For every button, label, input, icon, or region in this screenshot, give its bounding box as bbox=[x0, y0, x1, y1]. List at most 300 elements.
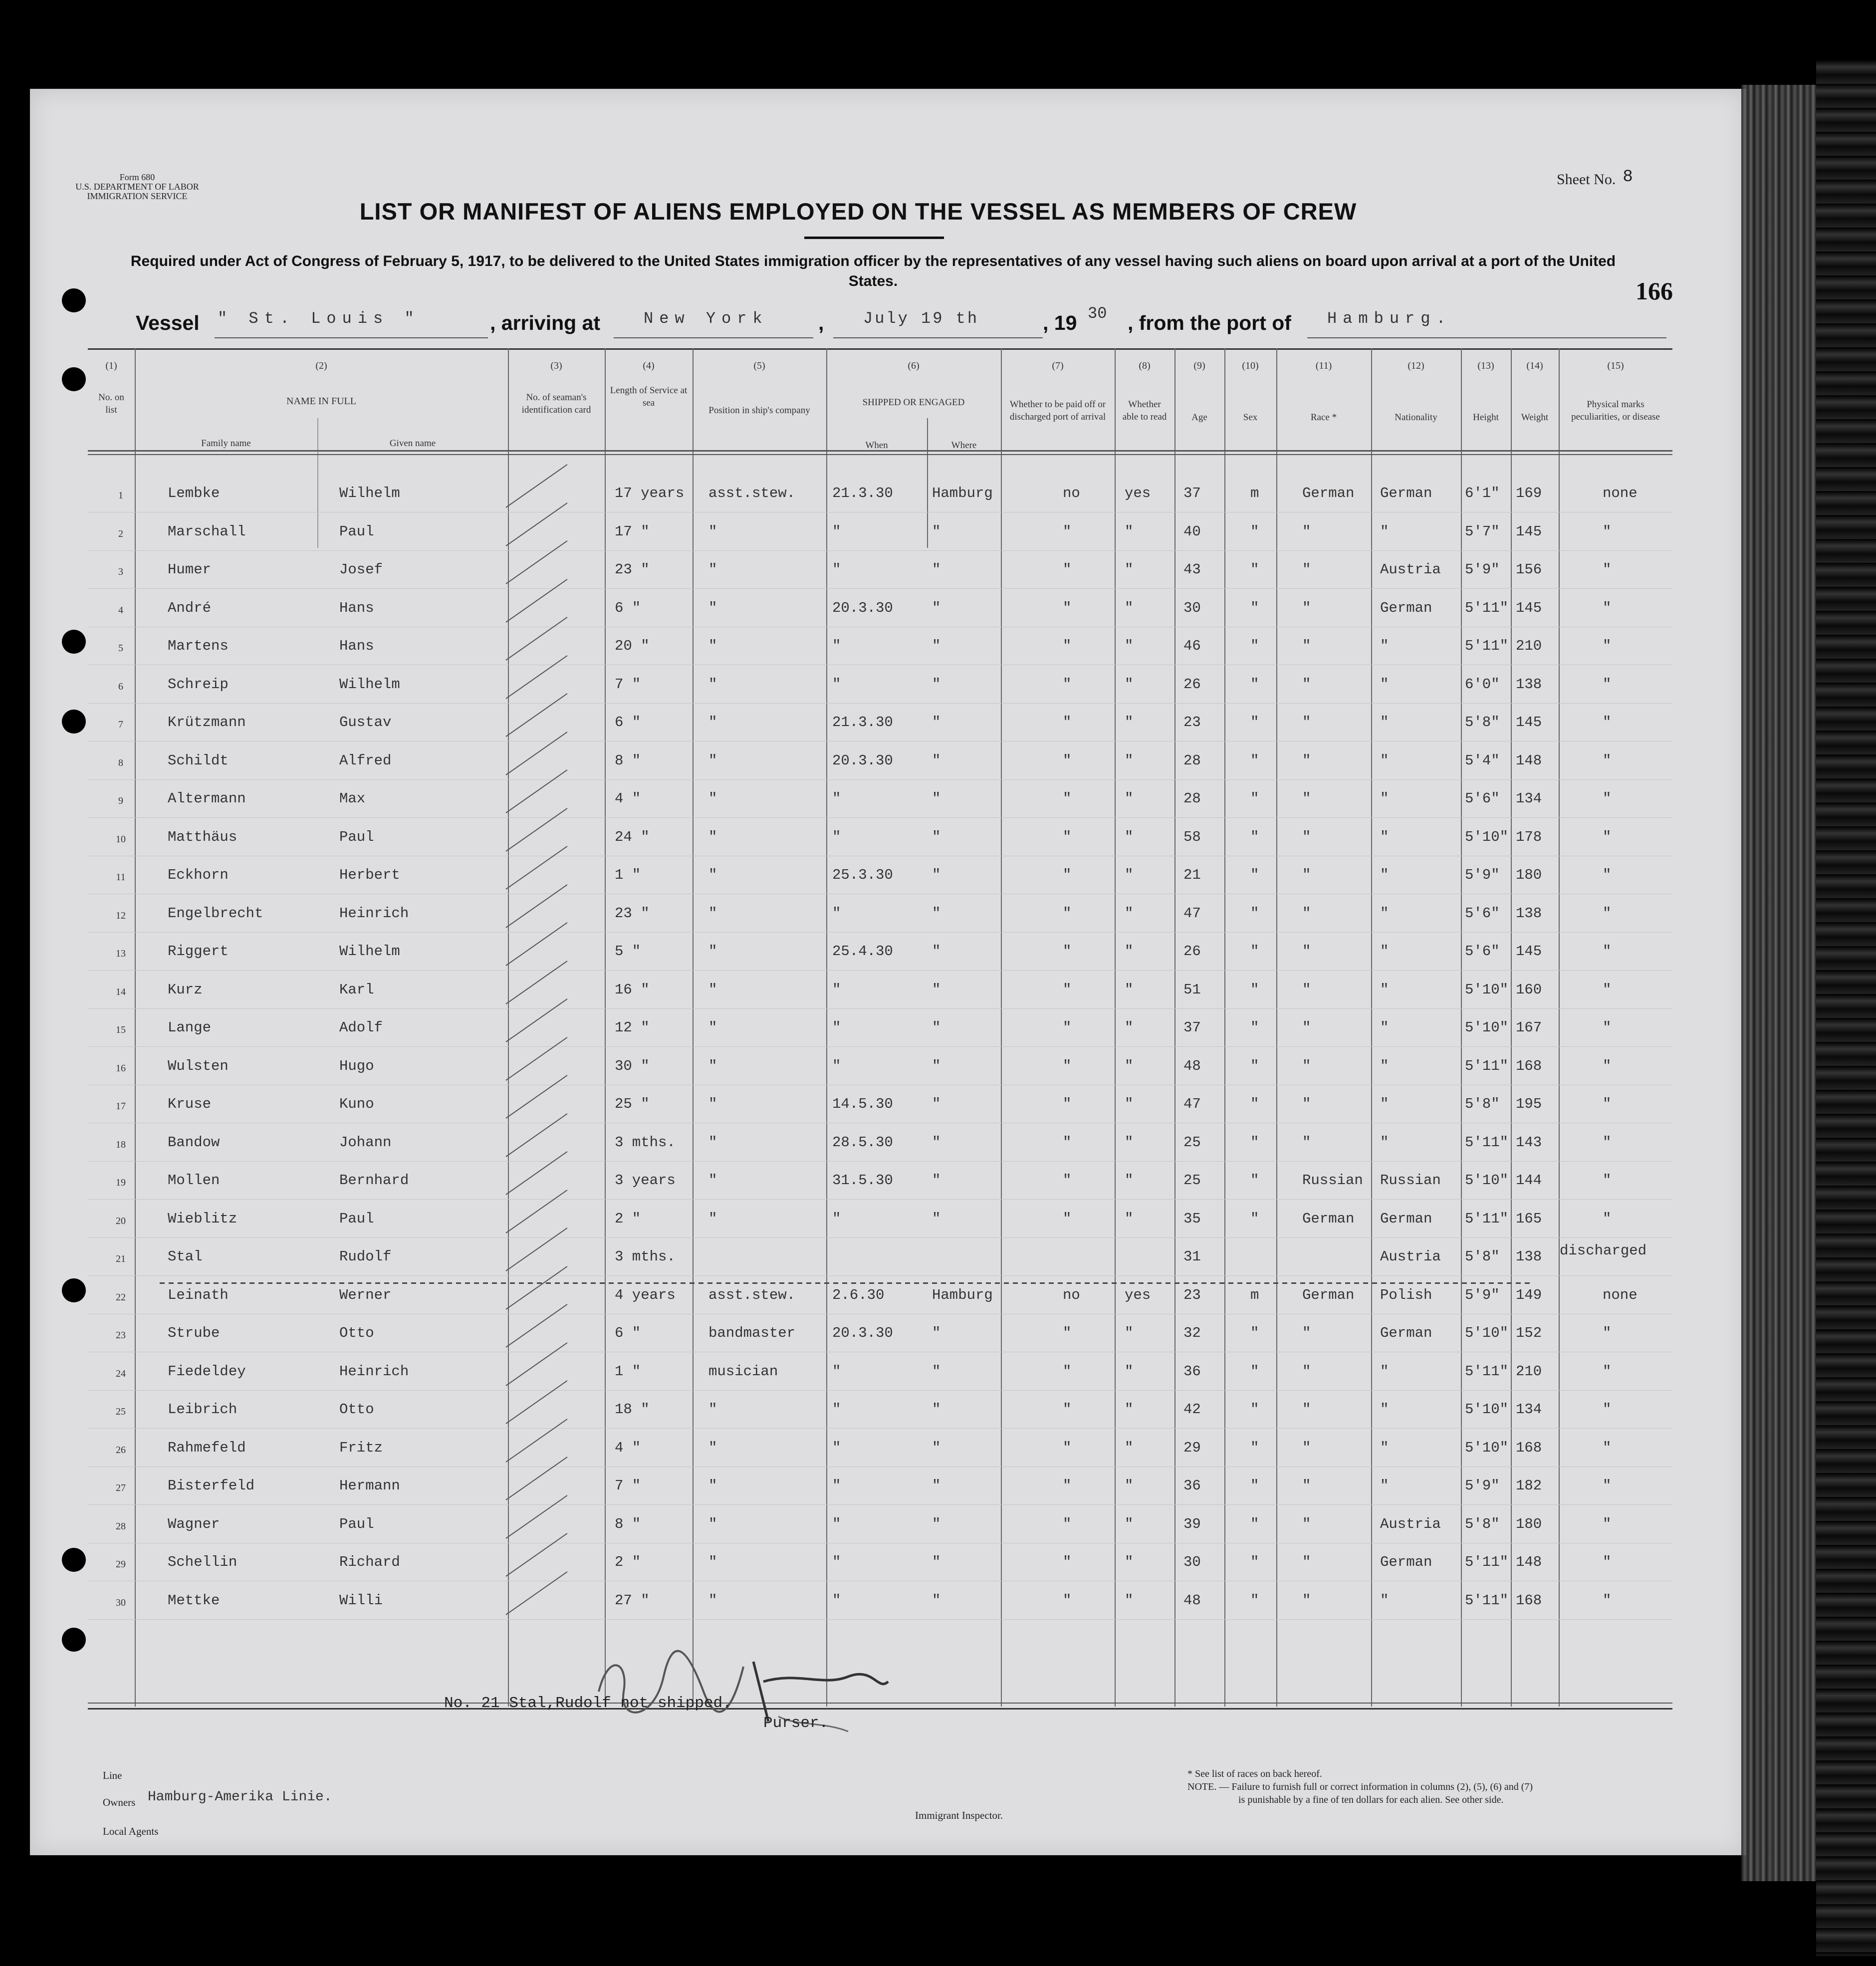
given-name: Alfred bbox=[339, 752, 392, 769]
paid-off: " bbox=[1063, 752, 1072, 769]
form-id bbox=[55, 173, 220, 201]
col-head-physical: Physical marks peculiarities, or disease bbox=[1571, 399, 1660, 422]
height: 5'10" bbox=[1465, 1401, 1509, 1418]
shipped-when: " bbox=[832, 1019, 841, 1036]
age: 29 bbox=[1183, 1439, 1201, 1456]
given-name: Otto bbox=[339, 1401, 374, 1418]
position: " bbox=[708, 638, 717, 654]
age: 42 bbox=[1183, 1401, 1201, 1418]
height: 5'11" bbox=[1465, 1554, 1509, 1570]
sex: " bbox=[1250, 1057, 1259, 1074]
race: Russian bbox=[1302, 1172, 1363, 1189]
page-number: 166 bbox=[1636, 277, 1673, 305]
shipped-where: " bbox=[932, 714, 941, 731]
able-to-read: " bbox=[1125, 638, 1134, 654]
race: " bbox=[1302, 790, 1311, 807]
given-name: Rudolf bbox=[339, 1248, 392, 1265]
able-to-read: " bbox=[1125, 790, 1134, 807]
given-name: Fritz bbox=[339, 1439, 383, 1456]
race: German bbox=[1302, 1210, 1355, 1227]
height: 5'10" bbox=[1465, 828, 1509, 845]
height: 5'8" bbox=[1465, 714, 1500, 731]
col-head-nationality: Nationality bbox=[1395, 412, 1437, 423]
punch-hole bbox=[62, 710, 86, 734]
row-rule bbox=[88, 588, 1672, 589]
able-to-read: " bbox=[1125, 1515, 1134, 1532]
physical-marks: " bbox=[1603, 1515, 1612, 1532]
scan-border bbox=[1816, 60, 1876, 1956]
col-head-read: Whether able to read bbox=[1122, 399, 1167, 422]
race: " bbox=[1302, 676, 1311, 693]
service-length: 4 " bbox=[615, 790, 641, 807]
col-divider bbox=[605, 348, 606, 1707]
service-length: 6 " bbox=[615, 599, 641, 616]
race: " bbox=[1302, 1439, 1311, 1456]
shipped-when: 28.5.30 bbox=[832, 1134, 893, 1151]
punch-hole bbox=[62, 288, 86, 312]
able-to-read: " bbox=[1125, 1439, 1134, 1456]
page-title: LIST OR MANIFEST OF ALIENS EMPLOYED ON THE VESSEL AS MEMBERS OF CREW bbox=[359, 198, 1357, 225]
able-to-read: " bbox=[1125, 1134, 1134, 1151]
height: 5'9" bbox=[1465, 1286, 1500, 1303]
punch-hole bbox=[62, 1628, 86, 1652]
age: 35 bbox=[1183, 1210, 1201, 1227]
height: 5'8" bbox=[1465, 1096, 1500, 1112]
shipped-when: " bbox=[832, 905, 841, 922]
age: 58 bbox=[1183, 828, 1201, 845]
shipped-when: " bbox=[832, 1363, 841, 1380]
row-number: 13 bbox=[116, 948, 126, 959]
able-to-read: " bbox=[1125, 981, 1134, 998]
sex: " bbox=[1250, 905, 1259, 922]
position: asst.stew. bbox=[708, 1286, 796, 1303]
family-name: Matthäus bbox=[168, 828, 237, 845]
age: 40 bbox=[1183, 523, 1201, 540]
shipped-when: 21.3.30 bbox=[832, 714, 893, 731]
family-name: Krützmann bbox=[168, 714, 246, 731]
shipped-when: 20.3.30 bbox=[832, 599, 893, 616]
shipped-where: " bbox=[932, 1325, 941, 1341]
family-name: Wulsten bbox=[168, 1057, 229, 1074]
given-name: Willi bbox=[339, 1592, 383, 1609]
row-rule bbox=[88, 779, 1672, 780]
age: 36 bbox=[1183, 1477, 1201, 1494]
shipped-when: 2.6.30 bbox=[832, 1286, 885, 1303]
paid-off: " bbox=[1063, 1477, 1072, 1494]
sheet-number bbox=[1557, 168, 1633, 188]
position: " bbox=[708, 1210, 717, 1227]
paid-off: " bbox=[1063, 1592, 1072, 1609]
physical-marks: " bbox=[1603, 1134, 1612, 1151]
strike-line bbox=[160, 1282, 1532, 1284]
nationality: " bbox=[1380, 1401, 1389, 1418]
position: " bbox=[708, 790, 717, 807]
from-port: Hamburg. bbox=[1327, 309, 1452, 328]
weight: 152 bbox=[1516, 1325, 1542, 1341]
sex: " bbox=[1250, 981, 1259, 998]
shipped-where: " bbox=[932, 905, 941, 922]
family-name: Altermann bbox=[168, 790, 246, 807]
row-number: 23 bbox=[116, 1330, 126, 1341]
sex: " bbox=[1250, 1592, 1259, 1609]
service-length: 27 " bbox=[615, 1592, 650, 1609]
sex: m bbox=[1250, 1286, 1259, 1303]
row-number: 18 bbox=[116, 1139, 126, 1150]
arrival-date: July 19 th bbox=[863, 309, 979, 328]
row-rule bbox=[88, 1275, 1672, 1276]
service-length: 5 " bbox=[615, 943, 641, 960]
physical-marks: " bbox=[1603, 1401, 1612, 1418]
footnote-not-shipped: No. 21 Stal,Rudolf not shipped. bbox=[444, 1695, 732, 1712]
footnote-fine: is punishable by a fine of ten dollars for each alien. See other side. bbox=[1238, 1794, 1504, 1805]
position: " bbox=[708, 599, 717, 616]
weight: 145 bbox=[1516, 943, 1542, 960]
family-name: Schreip bbox=[168, 676, 229, 693]
row-number: 26 bbox=[116, 1444, 126, 1456]
physical-marks: " bbox=[1603, 1439, 1612, 1456]
shipped-where: " bbox=[932, 1096, 941, 1112]
weight: 138 bbox=[1516, 1248, 1542, 1265]
paid-off: " bbox=[1063, 599, 1072, 616]
shipped-when: " bbox=[832, 1554, 841, 1570]
nationality: " bbox=[1380, 523, 1389, 540]
sex: " bbox=[1250, 1439, 1259, 1456]
paid-off: " bbox=[1063, 1515, 1072, 1532]
col-divider bbox=[1511, 348, 1512, 1707]
race: " bbox=[1302, 1019, 1311, 1036]
row-number: 4 bbox=[118, 604, 123, 616]
service-length: 3 mths. bbox=[615, 1134, 676, 1151]
arriving-underline bbox=[614, 337, 813, 338]
race: " bbox=[1302, 943, 1311, 960]
age: 28 bbox=[1183, 790, 1201, 807]
from-label: , from the port of bbox=[1128, 311, 1291, 334]
race: " bbox=[1302, 1134, 1311, 1151]
owners-label: Owners bbox=[103, 1796, 136, 1808]
weight: 156 bbox=[1516, 561, 1542, 578]
shipped-where: " bbox=[932, 1515, 941, 1532]
shipped-when: 21.3.30 bbox=[832, 485, 893, 501]
col-divider bbox=[1001, 348, 1002, 1707]
age: 47 bbox=[1183, 905, 1201, 922]
row-number: 30 bbox=[116, 1597, 126, 1608]
paid-off: " bbox=[1063, 638, 1072, 654]
position: " bbox=[708, 714, 717, 731]
col-number: (9) bbox=[1193, 360, 1205, 371]
age: 37 bbox=[1183, 1019, 1201, 1036]
weight: 180 bbox=[1516, 867, 1542, 883]
height: 5'4" bbox=[1465, 752, 1500, 769]
height: 5'10" bbox=[1465, 1172, 1509, 1189]
given-name: Werner bbox=[339, 1286, 392, 1303]
col-number: (13) bbox=[1477, 360, 1494, 371]
weight: 148 bbox=[1516, 752, 1542, 769]
col-head-card: No. of seaman's identification card bbox=[521, 392, 591, 415]
row-number: 25 bbox=[116, 1406, 126, 1417]
shipped-where: " bbox=[932, 1363, 941, 1380]
shipped-where: " bbox=[932, 561, 941, 578]
position: " bbox=[708, 1477, 717, 1494]
weight: 178 bbox=[1516, 828, 1542, 845]
paid-off: " bbox=[1063, 867, 1072, 883]
able-to-read: " bbox=[1125, 561, 1134, 578]
col-divider bbox=[1371, 348, 1372, 1707]
shipped-when: 14.5.30 bbox=[832, 1096, 893, 1112]
family-name: Kurz bbox=[168, 981, 203, 998]
service-length: 23 " bbox=[615, 561, 650, 578]
col-divider bbox=[1276, 348, 1277, 1707]
height: 5'10" bbox=[1465, 981, 1509, 998]
owners-value: Hamburg-Amerika Linie. bbox=[148, 1789, 332, 1805]
paid-off: " bbox=[1063, 1363, 1072, 1380]
physical-marks: " bbox=[1603, 561, 1612, 578]
sex: " bbox=[1250, 1019, 1259, 1036]
age: 51 bbox=[1183, 981, 1201, 998]
col-number: (7) bbox=[1052, 360, 1064, 371]
row-number: 2 bbox=[118, 528, 123, 539]
able-to-read: yes bbox=[1125, 1286, 1151, 1303]
shipped-when: " bbox=[832, 981, 841, 998]
punch-hole bbox=[62, 1548, 86, 1572]
row-number: 5 bbox=[118, 643, 123, 654]
able-to-read: " bbox=[1125, 1096, 1134, 1112]
shipped-when: " bbox=[832, 790, 841, 807]
position: " bbox=[708, 1401, 717, 1418]
col-number: (4) bbox=[643, 360, 655, 371]
age: 30 bbox=[1183, 1554, 1201, 1570]
race: " bbox=[1302, 1363, 1311, 1380]
service-length: 17 " bbox=[615, 523, 650, 540]
shipped-when: 25.4.30 bbox=[832, 943, 893, 960]
paid-off: " bbox=[1063, 1134, 1072, 1151]
age: 48 bbox=[1183, 1057, 1201, 1074]
col-head-name: NAME IN FULL bbox=[286, 396, 356, 407]
date-underline bbox=[833, 337, 1043, 338]
shipped-when: 20.3.30 bbox=[832, 1325, 893, 1341]
physical-marks: " bbox=[1603, 943, 1612, 960]
family-name: Bandow bbox=[168, 1134, 220, 1151]
col-number: (15) bbox=[1607, 360, 1624, 371]
age: 23 bbox=[1183, 1286, 1201, 1303]
height: 6'0" bbox=[1465, 676, 1500, 693]
given-name: Wilhelm bbox=[339, 676, 400, 693]
service-length: 12 " bbox=[615, 1019, 650, 1036]
physical-marks: none bbox=[1603, 1286, 1638, 1303]
physical-marks: " bbox=[1603, 1477, 1612, 1494]
able-to-read: " bbox=[1125, 676, 1134, 693]
height: 5'9" bbox=[1465, 561, 1500, 578]
position: asst.stew. bbox=[708, 485, 796, 501]
family-name: Bisterfeld bbox=[168, 1477, 255, 1494]
weight: 210 bbox=[1516, 1363, 1542, 1380]
family-name: Fiedeldey bbox=[168, 1363, 246, 1380]
race: " bbox=[1302, 828, 1311, 845]
race: German bbox=[1302, 485, 1355, 501]
able-to-read: " bbox=[1125, 1401, 1134, 1418]
position: " bbox=[708, 1515, 717, 1532]
service-length: 1 " bbox=[615, 1363, 641, 1380]
shipped-where: " bbox=[932, 1401, 941, 1418]
weight: 144 bbox=[1516, 1172, 1542, 1189]
service-length: 7 " bbox=[615, 1477, 641, 1494]
comma: , bbox=[818, 311, 824, 334]
race: " bbox=[1302, 1401, 1311, 1418]
col-divider bbox=[1461, 348, 1462, 1707]
shipped-when: " bbox=[832, 1515, 841, 1532]
physical-marks: " bbox=[1603, 1325, 1612, 1341]
physical-marks: " bbox=[1603, 1172, 1612, 1189]
row-number: 22 bbox=[116, 1291, 126, 1303]
shipped-when: " bbox=[832, 1477, 841, 1494]
sex: " bbox=[1250, 752, 1259, 769]
paid-off: " bbox=[1063, 1439, 1072, 1456]
race: German bbox=[1302, 1286, 1355, 1303]
age: 48 bbox=[1183, 1592, 1201, 1609]
row-rule bbox=[88, 1046, 1672, 1047]
able-to-read: " bbox=[1125, 905, 1134, 922]
sex: " bbox=[1250, 523, 1259, 540]
paid-off: " bbox=[1063, 905, 1072, 922]
family-name: Eckhorn bbox=[168, 867, 229, 883]
service-length: 1 " bbox=[615, 867, 641, 883]
weight: 168 bbox=[1516, 1592, 1542, 1609]
race: " bbox=[1302, 1515, 1311, 1532]
row-number: 15 bbox=[116, 1024, 126, 1035]
weight: 182 bbox=[1516, 1477, 1542, 1494]
col-number: (10) bbox=[1242, 360, 1259, 371]
height: 5'11" bbox=[1465, 1057, 1509, 1074]
age: 30 bbox=[1183, 599, 1201, 616]
paid-off: " bbox=[1063, 981, 1072, 998]
given-name: Max bbox=[339, 790, 366, 807]
col-head-where: Where bbox=[951, 440, 977, 451]
nationality: German bbox=[1380, 485, 1432, 501]
from-underline bbox=[1307, 337, 1666, 338]
nationality: Austria bbox=[1380, 561, 1441, 578]
paid-off: " bbox=[1063, 790, 1072, 807]
paid-off: " bbox=[1063, 561, 1072, 578]
able-to-read: " bbox=[1125, 714, 1134, 731]
position: bandmaster bbox=[708, 1325, 796, 1341]
physical-marks: " bbox=[1603, 981, 1612, 998]
weight: 138 bbox=[1516, 676, 1542, 693]
race: " bbox=[1302, 714, 1311, 731]
footnote-note: NOTE. — Failure to furnish full or correct information in columns (2), (5), (6) and (7) bbox=[1187, 1781, 1533, 1792]
nationality: " bbox=[1380, 1019, 1389, 1036]
vessel-label: Vessel bbox=[136, 311, 200, 334]
row-rule bbox=[88, 932, 1672, 933]
height: 5'11" bbox=[1465, 1592, 1509, 1609]
row-rule bbox=[88, 1008, 1672, 1009]
position: " bbox=[708, 752, 717, 769]
height: 5'11" bbox=[1465, 1363, 1509, 1380]
nationality: Austria bbox=[1380, 1248, 1441, 1265]
nationality: Austria bbox=[1380, 1515, 1441, 1532]
row-number: 6 bbox=[118, 681, 123, 692]
family-name: Humer bbox=[168, 561, 212, 578]
age: 31 bbox=[1183, 1248, 1201, 1265]
given-name: Paul bbox=[339, 828, 374, 845]
sex: " bbox=[1250, 1401, 1259, 1418]
sex: " bbox=[1250, 1554, 1259, 1570]
sex: " bbox=[1250, 1096, 1259, 1112]
row-rule bbox=[88, 1161, 1672, 1162]
col-divider bbox=[1115, 348, 1116, 1707]
department-name: U.S. DEPARTMENT OF LABOR bbox=[75, 182, 199, 192]
age: 25 bbox=[1183, 1134, 1201, 1151]
position: " bbox=[708, 1439, 717, 1456]
given-name: Wilhelm bbox=[339, 485, 400, 501]
col-head-age: Age bbox=[1191, 412, 1207, 423]
row-number: 19 bbox=[116, 1177, 126, 1188]
shipped-when: " bbox=[832, 1401, 841, 1418]
age: 37 bbox=[1183, 485, 1201, 501]
given-name: Hans bbox=[339, 599, 374, 616]
weight: 148 bbox=[1516, 1554, 1542, 1570]
shipped-where: " bbox=[932, 1210, 941, 1227]
weight: 180 bbox=[1516, 1515, 1542, 1532]
nationality: German bbox=[1380, 1554, 1432, 1570]
nationality: Russian bbox=[1380, 1172, 1441, 1189]
shipped-when: " bbox=[832, 676, 841, 693]
shipped-when: " bbox=[832, 828, 841, 845]
given-name: Kuno bbox=[339, 1096, 374, 1112]
physical-marks: none bbox=[1603, 485, 1638, 501]
col-number: (2) bbox=[315, 360, 327, 371]
paid-off: " bbox=[1063, 1210, 1072, 1227]
physical-marks: discharged bbox=[1560, 1242, 1647, 1259]
service-length: 6 " bbox=[615, 714, 641, 731]
height: 5'8" bbox=[1465, 1515, 1500, 1532]
footnote-races: * See list of races on back hereof. bbox=[1187, 1768, 1322, 1779]
race: " bbox=[1302, 1325, 1311, 1341]
height: 5'7" bbox=[1465, 523, 1500, 540]
age: 43 bbox=[1183, 561, 1201, 578]
given-name: Johann bbox=[339, 1134, 392, 1151]
weight: 145 bbox=[1516, 714, 1542, 731]
service-length: 4 " bbox=[615, 1439, 641, 1456]
able-to-read: " bbox=[1125, 828, 1134, 845]
race: " bbox=[1302, 1592, 1311, 1609]
service-length: 8 " bbox=[615, 752, 641, 769]
given-name: Paul bbox=[339, 1515, 374, 1532]
family-name: Stal bbox=[168, 1248, 203, 1265]
sex: " bbox=[1250, 1325, 1259, 1341]
weight: 165 bbox=[1516, 1210, 1542, 1227]
position: " bbox=[708, 905, 717, 922]
purser-label: Purser. bbox=[763, 1715, 829, 1732]
service-length: 6 " bbox=[615, 1325, 641, 1341]
race: " bbox=[1302, 1096, 1311, 1112]
weight: 169 bbox=[1516, 485, 1542, 501]
service-name: IMMIGRATION SERVICE bbox=[87, 191, 188, 201]
given-name: Hugo bbox=[339, 1057, 374, 1074]
physical-marks: " bbox=[1603, 523, 1612, 540]
sex: " bbox=[1250, 561, 1259, 578]
sex: " bbox=[1250, 828, 1259, 845]
age: 39 bbox=[1183, 1515, 1201, 1532]
sex: " bbox=[1250, 1477, 1259, 1494]
family-name: Riggert bbox=[168, 943, 229, 960]
nationality: " bbox=[1380, 981, 1389, 998]
height: 5'6" bbox=[1465, 790, 1500, 807]
punch-hole bbox=[62, 630, 86, 654]
position: musician bbox=[708, 1363, 778, 1380]
given-name: Josef bbox=[339, 561, 383, 578]
position: " bbox=[708, 1057, 717, 1074]
shipped-where: " bbox=[932, 867, 941, 883]
shipped-where: " bbox=[932, 1172, 941, 1189]
